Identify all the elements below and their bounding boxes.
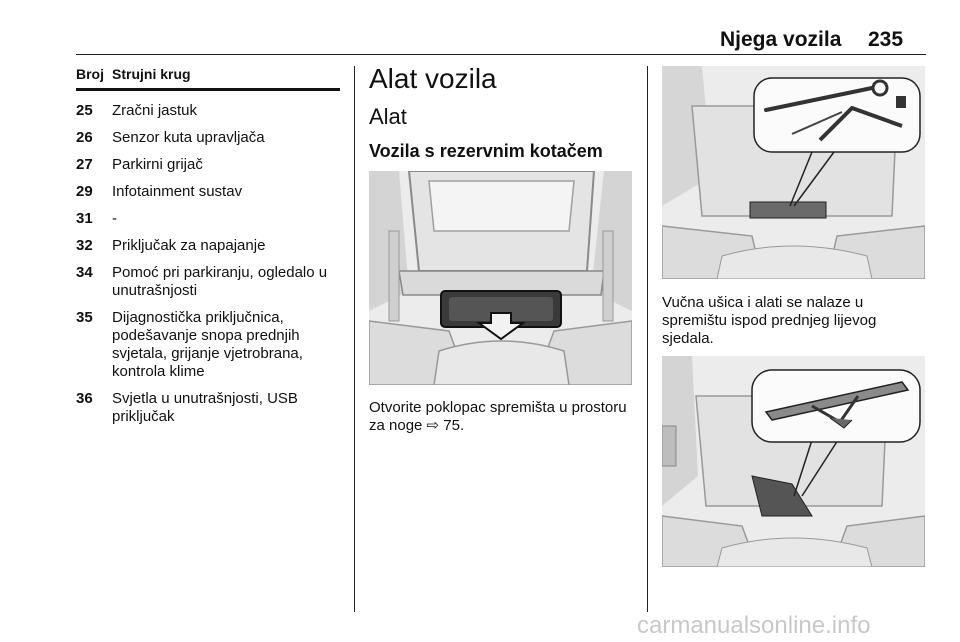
row-circuit: Priključak za napajanje — [112, 237, 266, 254]
table-row — [76, 390, 340, 426]
row-number: 29 — [76, 183, 93, 200]
table-row — [76, 156, 340, 174]
table-row — [76, 264, 340, 300]
illustration-storage-compartment — [369, 171, 632, 385]
table-row — [76, 129, 340, 147]
page-header-title: Njega vozila — [720, 28, 842, 51]
illustration-jack — [662, 356, 925, 567]
page-number: 235 — [868, 28, 904, 51]
header-rule — [76, 54, 926, 55]
column-divider — [647, 66, 648, 612]
row-circuit: Senzor kuta upravljača — [112, 129, 265, 146]
row-circuit: Pomoć pri parkiranju, ogledalo u unutrašnjosti — [112, 264, 328, 299]
row-number: 27 — [76, 156, 93, 173]
illustration-tools — [662, 66, 925, 279]
section-subtitle: Alat — [369, 104, 407, 129]
row-number: 34 — [76, 264, 93, 281]
table-row — [76, 210, 340, 228]
row-circuit: Parkirni grijač — [112, 156, 203, 173]
row-circuit: - — [112, 210, 117, 227]
row-number: 35 — [76, 309, 93, 326]
row-circuit: Zračni jastuk — [112, 102, 198, 119]
row-number: 32 — [76, 237, 93, 254]
watermark: carmanualsonline.info — [637, 612, 871, 639]
table-row — [76, 237, 340, 255]
header-broj: Broj — [76, 66, 104, 82]
instruction-text: Vučna ušica i alati se nalaze u spremištu ispod prednjeg lijevog sjedala. — [662, 294, 877, 347]
row-number: 36 — [76, 390, 93, 407]
row-circuit: Dijagnostička priključnica, podešavanje snopa prednjih svjetala, grijanje vjetrobrana, kontrola klime — [112, 309, 303, 380]
table-row — [76, 183, 340, 201]
instruction-text: Otvorite poklopac spremišta u prostoru za noge ⇨ 75. — [369, 399, 627, 434]
fuse-table — [76, 66, 340, 426]
row-number: 26 — [76, 129, 93, 146]
section-title: Alat vozila — [369, 63, 497, 94]
section-heading: Vozila s rezervnim kotačem — [369, 141, 603, 161]
row-number: 25 — [76, 102, 93, 119]
column-divider — [354, 66, 355, 612]
header-strujni-krug: Strujni krug — [112, 66, 191, 82]
row-number: 31 — [76, 210, 93, 227]
table-header — [76, 66, 340, 91]
table-row — [76, 309, 340, 381]
table-row — [76, 102, 340, 120]
row-circuit: Infotainment sustav — [112, 183, 243, 200]
row-circuit: Svjetla u unutrašnjosti, USB priključak — [112, 390, 298, 425]
